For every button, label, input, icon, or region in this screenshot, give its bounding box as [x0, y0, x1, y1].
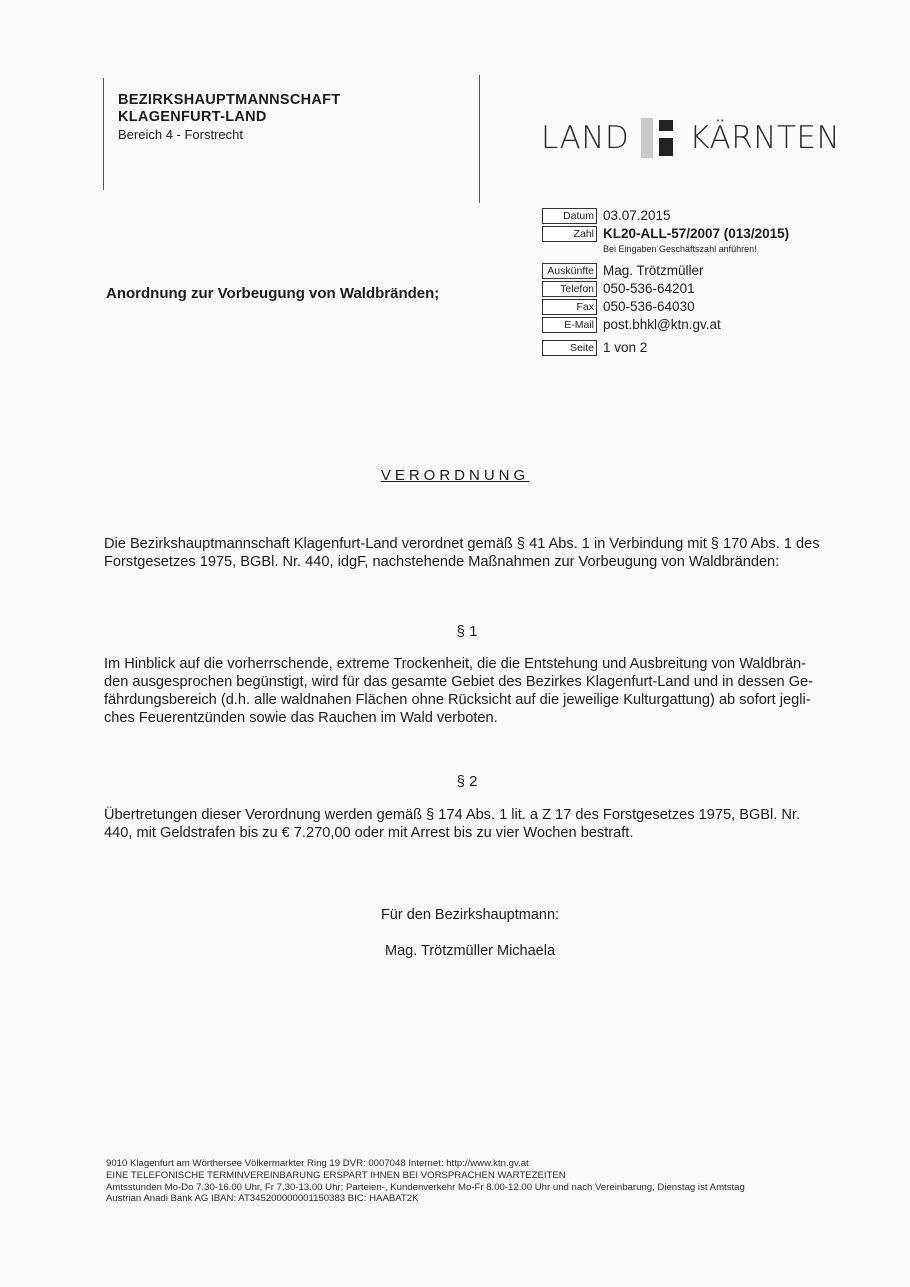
zahl-note: Bei Eingaben Geschäftszahl anführen! [603, 244, 757, 254]
intro-line: Die Bezirkshauptmannschaft Klagenfurt-Land verordnet gemäß § 41 Abs. 1 in Verbindung mit § 170 Abs. 1 des [104, 536, 820, 552]
zahl-label: Zahl [542, 226, 597, 242]
section-2-heading: § 2 [456, 773, 478, 790]
footer-bank: Austrian Anadi Bank AG IBAN: AT345200000001150383 BIC: HAABAT2K [106, 1193, 419, 1205]
section-1-line: fährdungsbereich (d.h. alle waldnahen Flächen ohne Rücksicht auf die jeweilige Kulturgattung) ab sofort jegli- [104, 692, 811, 708]
section-2-text [104, 806, 832, 842]
section-1-heading: § 1 [456, 623, 478, 640]
email-label: E-Mail [542, 317, 597, 333]
section-1-text [104, 655, 832, 727]
sender-department: Bereich 4 - Forstrecht [118, 127, 243, 142]
seite-value: 1 von 2 [603, 340, 648, 355]
subject-line: Anordnung zur Vorbeugung von Waldbränden; [106, 285, 440, 302]
email-value: post.bhkl@ktn.gv.at [603, 317, 721, 332]
section-1-line: Im Hinblick auf die vorherrschende, extreme Trockenheit, die die Entstehung und Ausbreitung von Waldbrän- [104, 656, 806, 672]
kaernten-logo-mark-icon [641, 118, 679, 158]
land-kaernten-logo [541, 118, 840, 158]
datum-label: Datum [542, 208, 597, 224]
document-title: VERORDNUNG [380, 467, 530, 484]
section-2-line: 440, mit Geldstrafen bis zu € 7.270,00 oder mit Arrest bis zu vier Wochen bestraft. [104, 825, 634, 841]
address-field-right-border [479, 75, 480, 203]
intro-paragraph [104, 535, 832, 571]
footer-office-hours: Amtsstunden Mo-Do 7.30-16.00 Uhr, Fr 7.30-13.00 Uhr; Parteien-, Kundenverkehr Mo-Fr 8.00-12.00 Uhr und nach Vereinbarung, Dienstag ist Amtstag [106, 1181, 745, 1193]
telefon-label: Telefon [542, 281, 597, 297]
section-2-line: Übertretungen dieser Verordnung werden gemäß § 174 Abs. 1 lit. a Z 17 des Forstgesetzes 1975, BGBl. Nr. [104, 807, 801, 823]
section-1-line: den ausgesprochen begünstigt, wird für das gesamte Gebiet des Bezirkes Klagenfurt-Land und in dessen Ge- [104, 674, 814, 690]
intro-line: Forstgesetzes 1975, BGBl. Nr. 440, idgF, nachstehende Maßnahmen zur Vorbeugung von Waldbränden: [104, 554, 780, 570]
footer-notice: EINE TELEFONISCHE TERMINVEREINBARUNG ERSPART IHNEN BEI VORSPRACHEN WARTEZEITEN [106, 1169, 566, 1181]
sender-block [118, 92, 340, 143]
footer-address: 9010 Klagenfurt am Wörthersee Völkermarkter Ring 19 DVR: 0007048 Internet: http://www.ktn.gv.at [106, 1158, 529, 1169]
sender-authority: BEZIRKSHAUPTMANNSCHAFT [118, 92, 341, 108]
section-1-line: ches Feuerentzünden sowie das Rauchen im Wald verboten. [104, 710, 498, 726]
fax-value: 050-536-64030 [603, 299, 695, 314]
signatory-name: Mag. Trötzmüller Michaela [384, 943, 556, 959]
zahl-value: KL20-ALL-57/2007 (013/2015) [603, 226, 790, 241]
logo-word-land: LAND [541, 120, 630, 156]
datum-value: 03.07.2015 [603, 208, 671, 223]
auskuenfte-label: Auskünfte [542, 263, 597, 279]
logo-word-kaernten: KÄRNTEN [689, 120, 841, 156]
footer [106, 1158, 745, 1205]
sender-district: KLAGENFURT-LAND [118, 109, 267, 125]
signature-intro: Für den Bezirkshauptmann: [380, 907, 560, 923]
seite-label: Seite [542, 340, 597, 356]
fax-label: Fax [542, 299, 597, 315]
auskuenfte-value: Mag. Trötzmüller [603, 263, 704, 278]
telefon-value: 050-536-64201 [603, 281, 695, 296]
address-field-left-border [103, 78, 104, 190]
